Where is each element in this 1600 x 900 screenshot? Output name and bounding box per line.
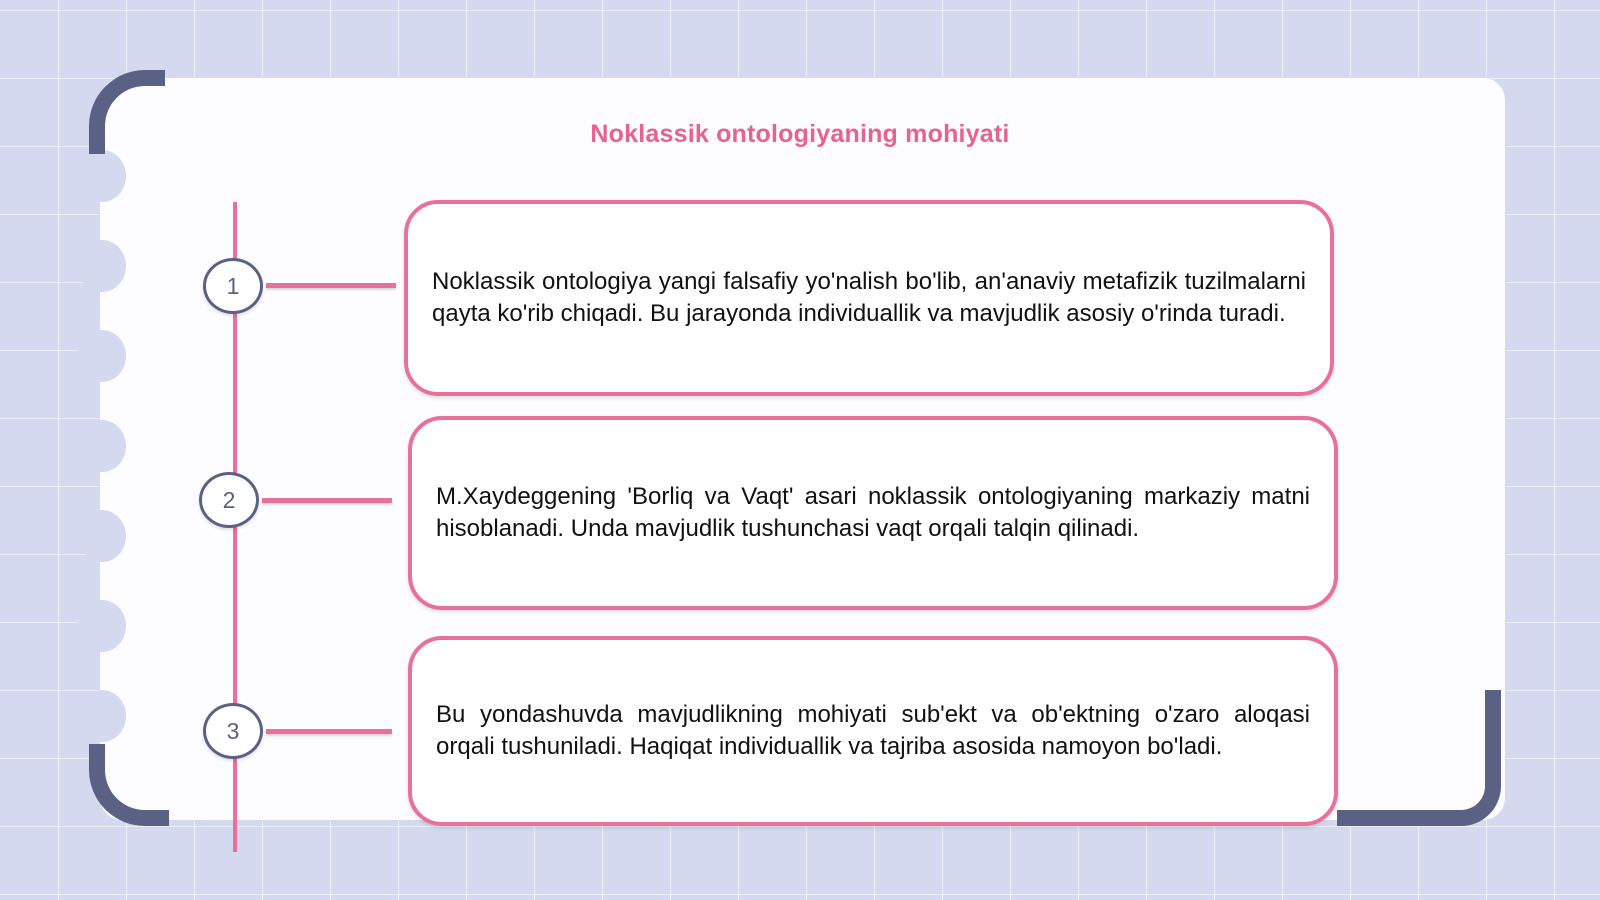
timeline-connector [266,283,396,288]
timeline-node [199,472,259,528]
frame-corner-bottom-right [1337,690,1501,826]
binder-notch [78,420,126,472]
binder-notch [78,330,126,382]
content-card [404,200,1334,396]
frame-corner-top-left [89,70,165,154]
frame-corner-bottom-left [89,744,169,826]
step-number: 1 [226,272,240,299]
step-number: 2 [222,486,236,513]
binder-notch [78,690,126,742]
card-text: M.Xaydeggening 'Borliq va Vaqt' asari noklassik ontologiyaning markaziy matni hisoblanadi. Unda mavjudlik tushunchasi vaqt orqali talqin qilinadi. [436,483,1310,542]
card-text: Bu yondashuvda mavjudlikning mohiyati sub'ekt va ob'ektning o'zaro aloqasi orqali tushuniladi. Haqiqat individuallik va tajriba asosida namoyon bo'ladi. [436,701,1310,760]
timeline-connector [266,729,392,734]
binder-notch [78,510,126,562]
slide-title: Noklassik ontologiyaning mohiyati [590,120,1010,148]
step-number: 3 [226,717,240,744]
timeline-node [203,258,263,314]
card-text: Noklassik ontologiya yangi falsafiy yo'nalish bo'lib, an'anaviy metafizik tuzilmalarni qayta ko'rib chiqadi. Bu jarayonda individuallik va mavjudlik asosiy o'rinda turadi. [432,268,1306,327]
binder-notch [78,150,126,202]
timeline-node [203,703,263,759]
timeline-connector [262,498,392,503]
binder-notch [78,240,126,292]
content-card [408,636,1338,826]
content-card [408,416,1338,610]
binder-notch [78,600,126,652]
